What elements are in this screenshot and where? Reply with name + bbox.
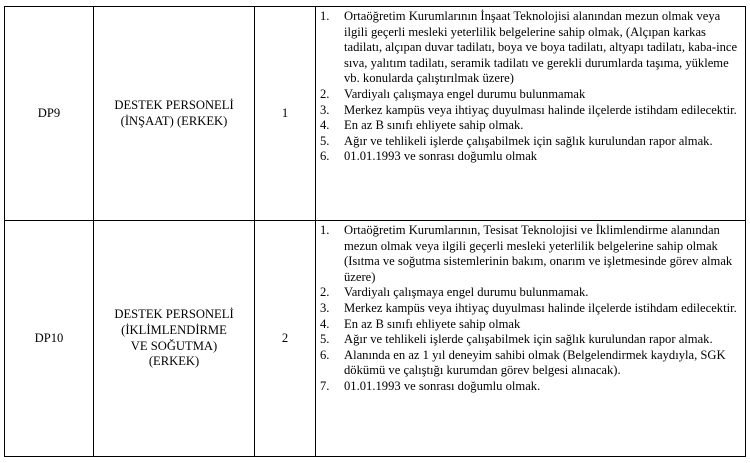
list-item bbox=[320, 149, 741, 165]
item-number: 3. bbox=[320, 300, 330, 315]
list-item bbox=[320, 301, 741, 317]
list-item bbox=[320, 223, 741, 285]
list-item bbox=[320, 332, 741, 348]
position-title-cell bbox=[94, 221, 255, 457]
position-title-line: (ERKEK) bbox=[148, 354, 200, 369]
item-text: Vardiyalı çalışmaya engel durumu bulunmamak. bbox=[344, 285, 589, 300]
item-text: Ağır ve tehlikeli işlerde çalışabilmek için sağlık kurulundan rapor almak. bbox=[344, 332, 713, 347]
item-number: 5. bbox=[320, 332, 330, 347]
list-item bbox=[320, 285, 741, 301]
list-item bbox=[320, 379, 741, 395]
list-item bbox=[320, 87, 741, 103]
table-row-dp9 bbox=[5, 7, 746, 221]
position-title-line: DESTEK PERSONELİ bbox=[114, 307, 234, 322]
position-title-cell bbox=[94, 7, 255, 221]
list-item bbox=[320, 103, 741, 119]
list-item bbox=[320, 134, 741, 150]
item-number: 2. bbox=[320, 86, 330, 101]
item-number: 6. bbox=[320, 149, 330, 164]
item-number: 6. bbox=[320, 347, 330, 362]
list-item bbox=[320, 118, 741, 134]
item-number: 4. bbox=[320, 316, 330, 331]
item-text: Merkez kampüs veya ihtiyaç duyulması halinde ilçelerde istihdam edilecektir. bbox=[344, 300, 737, 315]
list-item bbox=[320, 317, 741, 333]
item-text: 01.01.1993 ve sonrası doğumlu olmak bbox=[344, 149, 538, 164]
item-text: 01.01.1993 ve sonrası doğumlu olmak. bbox=[344, 378, 541, 393]
requirements-list bbox=[320, 9, 741, 165]
quantity-cell: 1 bbox=[255, 7, 316, 221]
item-text: Ağır ve tehlikeli işlerde çalışabilmek için sağlık kurulundan rapor almak. bbox=[344, 133, 713, 148]
position-title-line: (İKLİMLENDİRME bbox=[121, 322, 227, 337]
item-number: 4. bbox=[320, 118, 330, 133]
position-code-cell: DP9 bbox=[5, 7, 94, 221]
position-code-cell: DP10 bbox=[5, 221, 94, 457]
item-number: 5. bbox=[320, 133, 330, 148]
item-text: En az B sınıfı ehliyete sahip olmak. bbox=[344, 118, 524, 133]
staff-requirements-table bbox=[4, 6, 746, 457]
item-text: Alanında en az 1 yıl deneyim sahibi olmak (Belgelendirmek kaydıyla, SGK dökümü ve çalıştığı kurumdan görev belgesi alınacak). bbox=[344, 347, 726, 378]
position-title-line: (İNŞAAT) (ERKEK) bbox=[120, 113, 228, 128]
list-item bbox=[320, 9, 741, 87]
item-text: En az B sınıfı ehliyete sahip olmak bbox=[344, 316, 521, 331]
quantity-cell: 2 bbox=[255, 221, 316, 457]
item-number: 1. bbox=[320, 9, 330, 23]
requirements-cell bbox=[316, 221, 746, 457]
requirements-cell bbox=[316, 7, 746, 221]
item-number: 1. bbox=[320, 223, 330, 237]
position-title-line: VE SOĞUTMA) bbox=[130, 338, 218, 353]
item-text: Merkez kampüs veya ihtiyaç duyulması halinde ilçelerde istihdam edilecektir. bbox=[344, 102, 737, 117]
item-number: 2. bbox=[320, 285, 330, 300]
item-number: 3. bbox=[320, 102, 330, 117]
item-number: 7. bbox=[320, 378, 330, 393]
item-text: Vardiyalı çalışmaya engel durumu bulunmamak bbox=[344, 86, 586, 101]
position-title-line: DESTEK PERSONELİ bbox=[114, 97, 234, 112]
item-text: Ortaöğretim Kurumlarının İnşaat Teknolojisi alanından mezun olmak veya ilgili geçerli mesleki yeterlilik belgelerine sahip olmak, (Alçıpan karkas tadilatı, alçıpan duvar tadilatı, boya ve boya tadilatı, altyapı tadilatı, kaba-ince sıva, yalıtım tadilatı, seramik tadilatı ve gerekli durumlarda taşıma, yükleme vb. konularda çalıştırılmak üzere) bbox=[344, 9, 738, 86]
item-text: Ortaöğretim Kurumlarının, Tesisat Teknolojisi ve İklimlendirme alanından mezun olmak veya ilgili geçerli mesleki yeterlilik belgelerine sahip olmak (Isıtma ve soğutma sistemlerinin bakım, onarım ve işletmesinde görev almak üzere) bbox=[344, 223, 733, 284]
requirements-list bbox=[320, 223, 741, 395]
table-row-dp10 bbox=[5, 221, 746, 457]
list-item bbox=[320, 348, 741, 379]
